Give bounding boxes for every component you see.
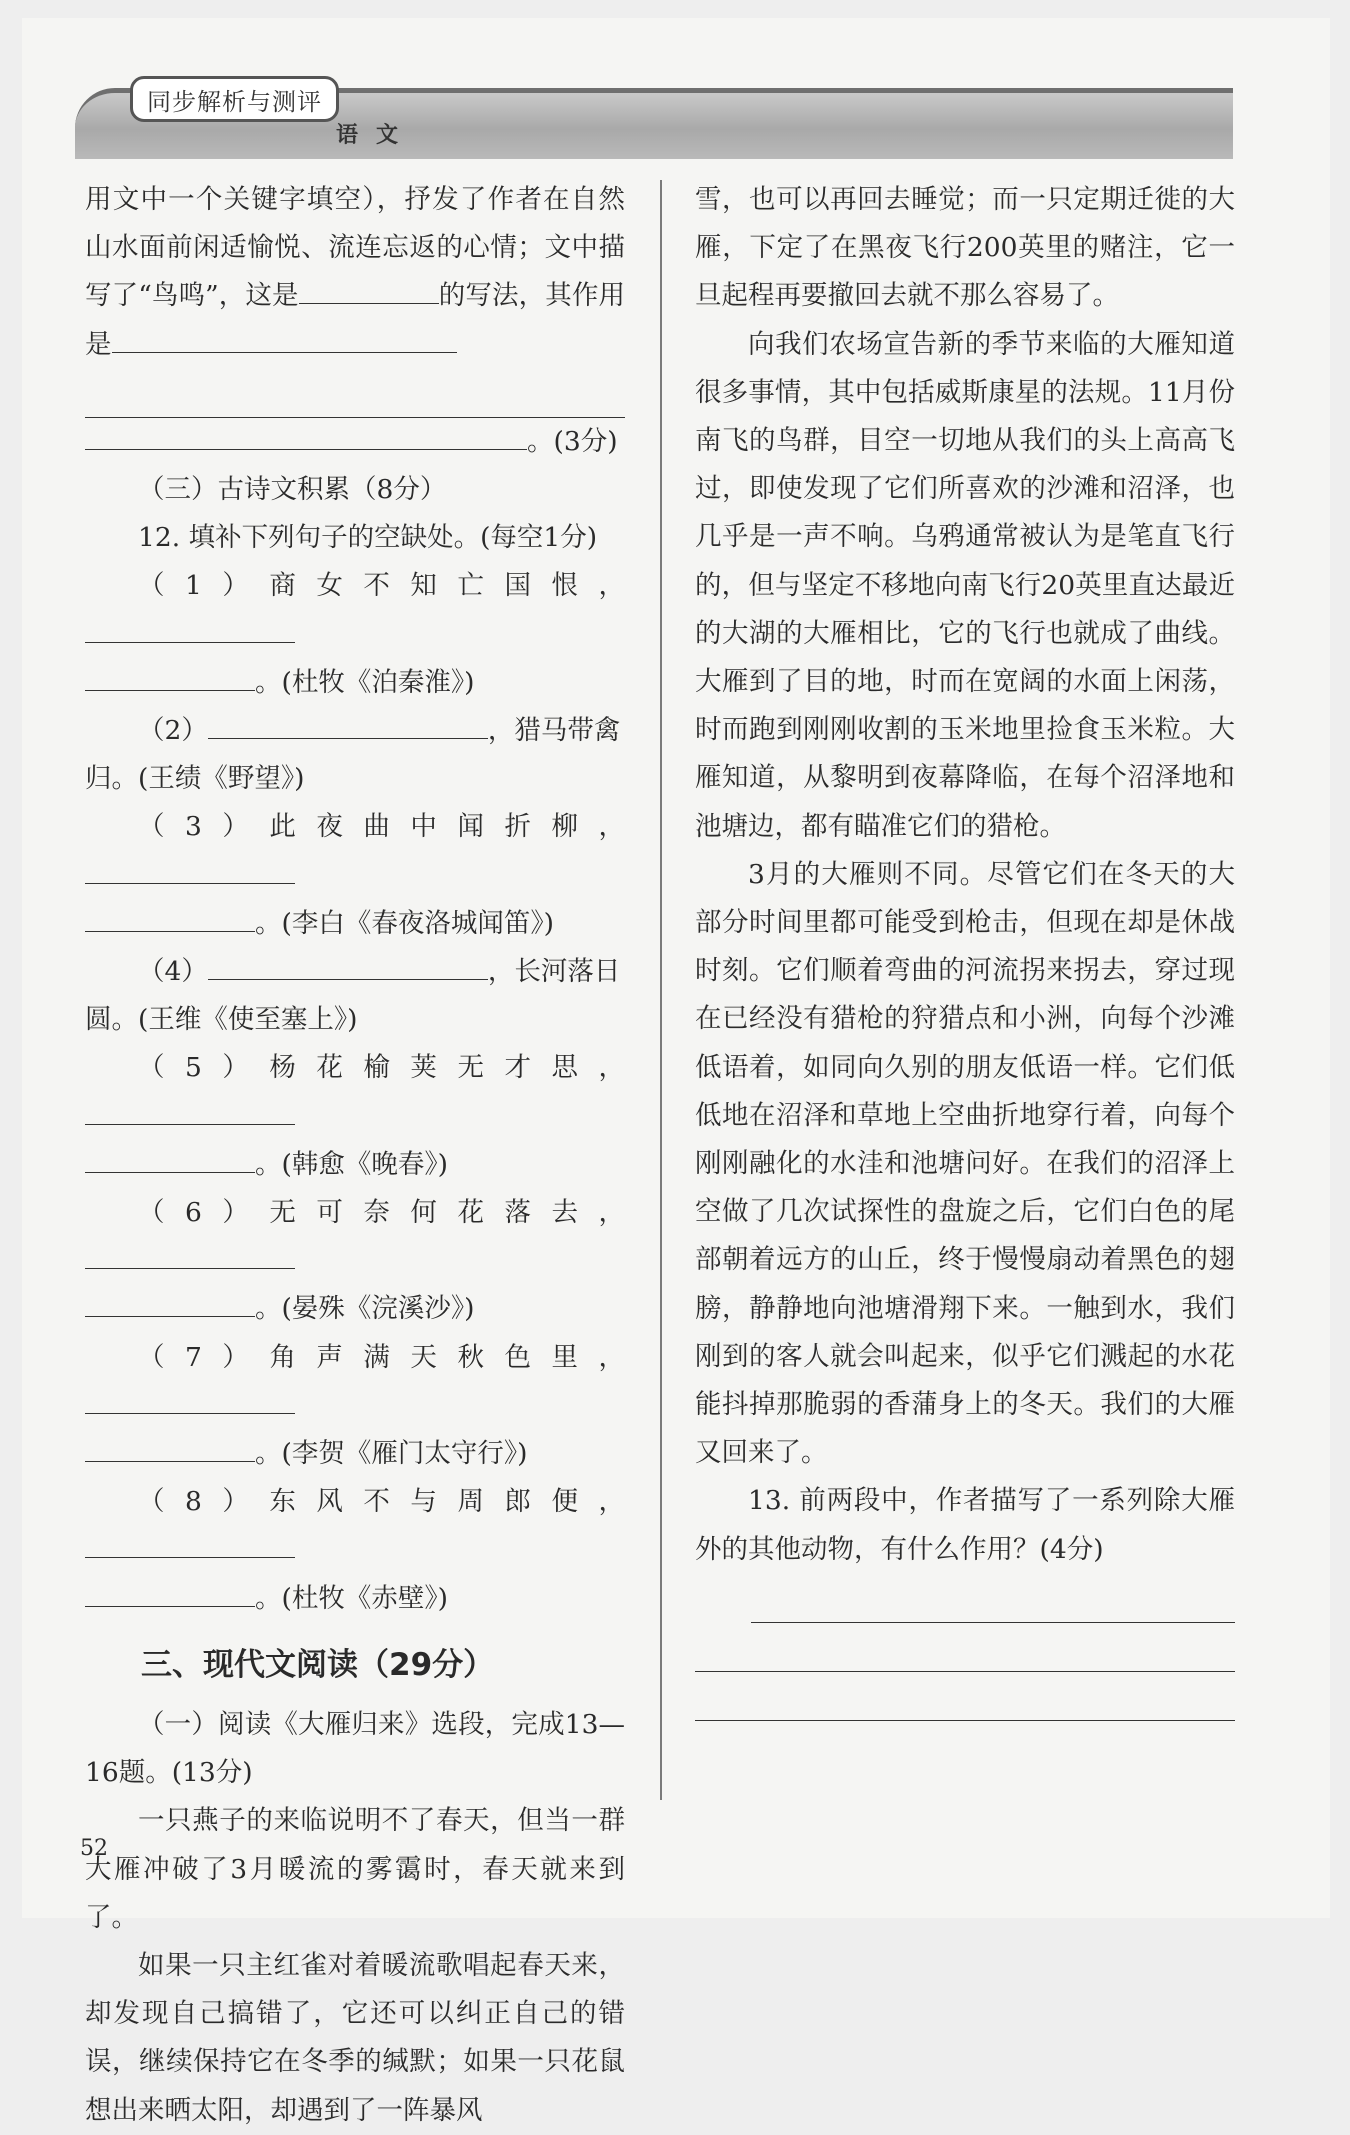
answer-blank[interactable] — [85, 853, 295, 884]
answer-blank[interactable] — [85, 1094, 295, 1125]
passage-paragraph-4: 3月的大雁则不同。尽管它们在冬天的大部分时间里都可能受到枪击，但现在却是休战时刻。它们顺着弯曲的河流拐来拐去，穿过现在已经没有猎枪的狩猎点和小洲，向每个沙滩低语着，如同向久别的朋友低语一样。它们低低地在沼泽和草地上空曲折地穿行着，向每个刚刚融化的水洼和池塘问好。在我们的沼泽上空做了几次试探性的盘旋之后，它们白色的尾部朝着远方的山丘，终于慢慢扇动着黑色的翅膀，静静地向池塘滑翔下来。一触到水，我们刚到的客人就会叫起来，似乎它们溅起的水花能抖掉那脆弱的香蒲身上的冬天。我们的大雁又回来了。 — [695, 858, 1235, 1469]
left-column — [85, 176, 625, 2135]
column-divider — [660, 180, 662, 1800]
question-text: 用文中一个关键字填空），抒发了作者在自然山水面前闲适愉悦、流连忘返的心情；文中描写了“鸟鸣”，这是 的写法，其作用是 — [85, 184, 625, 360]
passage-paragraph-3: 向我们农场宣告新的季节来临的大雁知道很多事情，其中包括威斯康星的法规。11月份南飞的鸟群，目空一切地从我们的头上高高飞过，即使发现了它们所喜欢的沙滩和沼泽，也几乎是一声不响。乌鸦通常被认为是笔直飞行的，但与坚定不移地向南飞行20英里直达最近的大湖的大雁相比，它的飞行也就成了曲线。大雁到了目的地，时而在宽阔的水面上闲荡，时而跑到刚刚收割的玉米地里捡食玉米粒。大雁知道，从黎明到夜幕降临，在每个沼泽地和池塘边，都有瞄准它们的猎枪。 — [695, 328, 1235, 842]
question-12: 12. 填补下列句子的空缺处。(每空1分) — [138, 522, 598, 554]
fill-item-5-source: 。(韩愈《晚春》) — [85, 1141, 625, 1189]
passage-paragraph-2: 如果一只主红雀对着暖流歌唱起春天来，却发现自己搞错了，它还可以纠正自己的错误，继续保持它在冬季的缄默；如果一只花鼠想出来晒太阳，却遇到了一阵暴风 — [85, 1949, 625, 2126]
part-title: 三、现代文阅读（29分） — [141, 1646, 495, 1683]
passage-paragraph-1: 一只燕子的来临说明不了春天，但当一群大雁冲破了3月暖流的雾霭时，春天就来到了。 — [85, 1805, 625, 1933]
answer-blank[interactable] — [85, 419, 527, 450]
answer-blank[interactable] — [85, 1431, 255, 1462]
fill-item-3: （3）此夜曲中闻折柳， — [85, 803, 625, 899]
fill-item-8-source: 。(杜牧《赤壁》) — [85, 1575, 625, 1623]
fill-item-4-source: 圆。(王维《使至塞上》) — [85, 1004, 358, 1036]
answer-blank[interactable] — [85, 1142, 255, 1173]
answer-line[interactable] — [695, 1672, 1235, 1721]
right-column — [695, 176, 1235, 1721]
subject-label: 语文 — [336, 123, 417, 148]
answer-line[interactable] — [751, 1574, 1235, 1623]
answer-blank[interactable] — [85, 1286, 255, 1317]
fill-item-6-source: 。(晏殊《浣溪沙》) — [85, 1285, 625, 1333]
series-title: 同步解析与测评 — [130, 76, 339, 122]
fill-item-6: （6）无可奈何花落去， — [85, 1189, 625, 1285]
fill-item-1: （1）商女不知亡国恨， — [85, 562, 625, 658]
answer-blank[interactable] — [85, 660, 255, 691]
answer-blank[interactable] — [85, 612, 295, 643]
answer-blank[interactable] — [208, 949, 488, 980]
question-13: 13. 前两段中，作者描写了一系列除大雁外的其他动物，有什么作用？(4分) — [695, 1485, 1235, 1565]
answer-blank[interactable] — [112, 322, 457, 353]
section-heading: （三）古诗文积累（8分） — [138, 474, 447, 506]
question-end: 。(3分) — [85, 418, 625, 466]
answer-line[interactable] — [695, 1623, 1235, 1672]
answer-blank[interactable] — [85, 1527, 295, 1558]
answer-line[interactable] — [85, 369, 625, 418]
fill-item-7-source: 。(李贺《雁门太守行》) — [85, 1430, 625, 1478]
answer-blank[interactable] — [299, 273, 439, 304]
page-number: 52 — [80, 1836, 108, 1861]
fill-item-8: （8）东风不与周郎便， — [85, 1478, 625, 1574]
fill-item-2: （2） ，猎马带禽 — [85, 707, 625, 755]
answer-blank[interactable] — [85, 1383, 295, 1414]
fill-item-3-source: 。(李白《春夜洛城闻笛》) — [85, 900, 625, 948]
reading-instruction: （一）阅读《大雁归来》选段，完成13—16题。(13分) — [85, 1708, 625, 1789]
fill-item-1-source: 。(杜牧《泊秦淮》) — [85, 659, 625, 707]
answer-blank[interactable] — [208, 708, 488, 739]
fill-item-7: （7）角声满天秋色里， — [85, 1334, 625, 1430]
fill-item-2-source: 归。(王绩《野望》) — [85, 763, 305, 795]
answer-blank[interactable] — [85, 1576, 255, 1607]
answer-blank[interactable] — [85, 901, 255, 932]
passage-paragraph-2-cont: 雪，也可以再回去睡觉；而一只定期迁徙的大雁，下定了在黑夜飞行200英里的赌注，它一旦起程再要撤回去就不那么容易了。 — [695, 184, 1235, 312]
fill-item-4: （4） ，长河落日 — [85, 948, 625, 996]
fill-item-5: （5）杨花榆荚无才思， — [85, 1044, 625, 1140]
answer-blank[interactable] — [85, 1238, 295, 1269]
